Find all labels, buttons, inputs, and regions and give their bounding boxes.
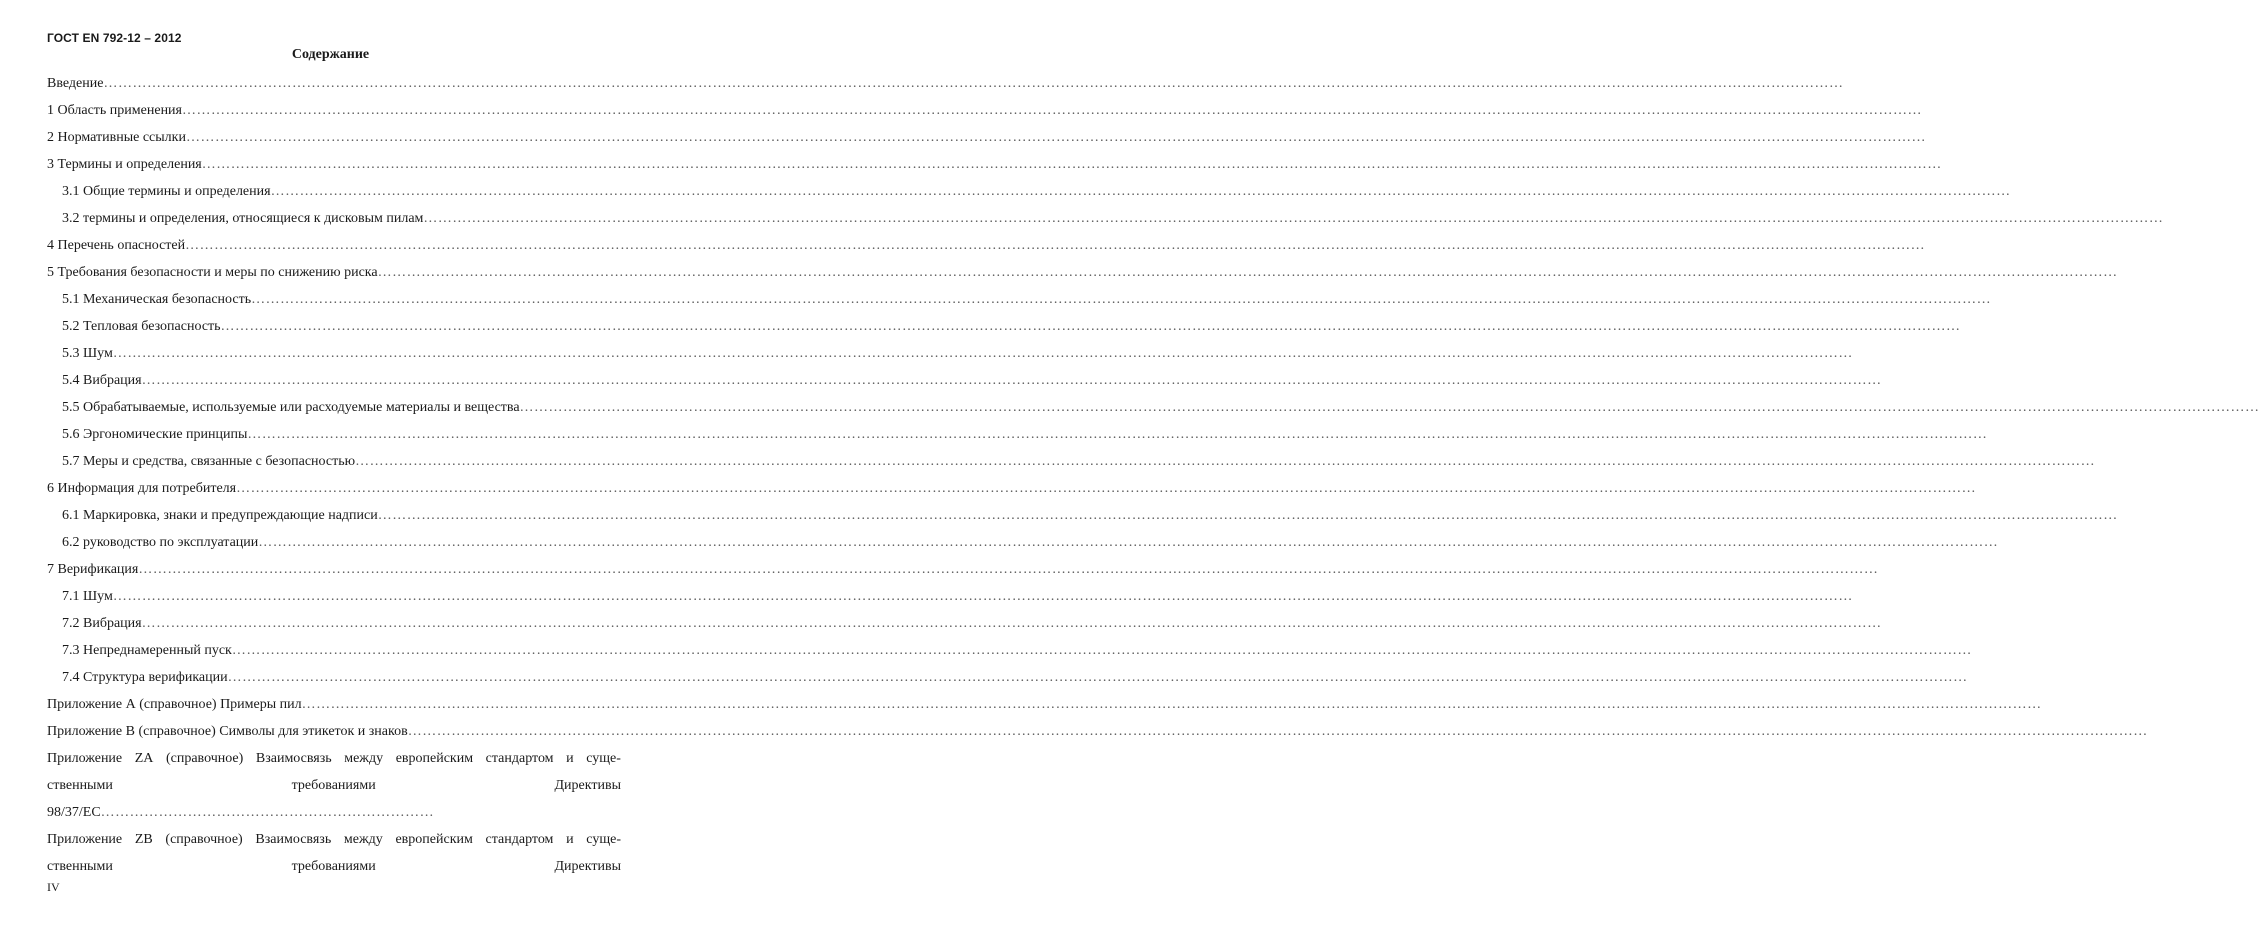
toc-entry-label: 2 Нормативные ссылки (47, 130, 186, 145)
toc-entry (47, 556, 1879, 583)
leader-dots: ……………………………………………………………………………………………………………………………………………………………………………………………………………………………………………………………………………………………………………………………… (138, 562, 1879, 577)
toc-entry (47, 313, 1961, 340)
leader-dots: ……………………………………………………………………………………………………………………………………………………………………………………………………………………………………………………………………………………………………………………………… (103, 76, 1844, 91)
toc-entry-label: 5.1 Механическая безопасность (62, 292, 252, 307)
leader-dots: ……………………………………………………………………………………………………………………………………………………………………………………………………………………………………………………………………………………………………………………………… (258, 535, 1999, 550)
toc-entry-label: 7.2 Вибрация (62, 616, 142, 631)
leader-dots: ……………………………………………………………………………………………………………………………………………………………………………………………………………………………………………………………………………………………………………………………… (141, 616, 1882, 631)
toc-entry-label: 98/37/ЕС (47, 805, 101, 820)
annex-word: европейским (395, 751, 474, 766)
leader-dots: ……………………………………………………………………………………………………………………………………………………………………………………………………………………………………………………………………………………………………………………………… (112, 589, 1853, 604)
annex-word: между (343, 832, 383, 847)
annex-zb-line-1 (47, 826, 621, 853)
annex-word: ственными (47, 778, 113, 793)
toc-entry-label: 6.1 Маркировка, знаки и предупреждающие надписи (62, 508, 378, 523)
leader-dots: ……………………………………………………………………………………………………………………………………………………………………………………………………………………………………………………………………………………………………………………………… (423, 211, 2164, 226)
annex-word: между (344, 751, 384, 766)
toc-entry (47, 205, 2164, 232)
toc-entry (47, 502, 2118, 529)
annex-word: Директивы (554, 778, 621, 793)
leader-dots: ……………………………………………………………………………………………………………………………………………………………………………………………………………………………………………………………………………………………………………………………… (227, 670, 1968, 685)
leader-dots: ……………………………………………………………………………………………………………………………………………………………………………………………………………………………………………………………………………………………………………………………… (355, 454, 2096, 469)
toc-entry (47, 475, 1977, 502)
toc-entry (47, 529, 1999, 556)
toc-entry (47, 718, 2148, 745)
toc-entry (47, 637, 1972, 664)
toc-entry-label: 3.1 Общие термины и определения (62, 184, 271, 199)
annex-word: (справочное) (165, 751, 244, 766)
toc-entry (47, 340, 1853, 367)
toc-entry-label: 6 Информация для потребителя (47, 481, 237, 496)
annex-word: ственными (47, 859, 113, 874)
table-of-contents (47, 70, 2260, 880)
toc-entry-label: 7.3 Непреднамеренный пуск (62, 643, 232, 658)
toc-entry (47, 664, 1968, 691)
toc-entry-annex-za (47, 745, 621, 826)
toc-entry-label: 5.6 Эргономические принципы (62, 427, 248, 442)
toc-entry (47, 421, 1988, 448)
annex-word: европейским (395, 832, 473, 847)
toc-entry-label: 5.3 Шум (62, 346, 113, 361)
annex-za-line-3 (47, 799, 621, 826)
annex-word: Взаимосвязь (255, 751, 332, 766)
toc-entry (47, 367, 1882, 394)
toc-entry (47, 583, 1853, 610)
leader-dots: ……………………………………………………………………………………………………………………………………………………………………………………………………………………………………………………………………………………………………………………………… (236, 481, 1977, 496)
annex-word: стандартом (485, 832, 554, 847)
toc-entry (47, 124, 1926, 151)
annex-word: (справочное) (165, 832, 243, 847)
toc-entry-label: 5.7 Меры и средства, связанные с безопасностью (62, 454, 356, 469)
toc-entry (47, 394, 2260, 421)
annex-zb-line-2 (47, 853, 621, 880)
leader-dots: ……………………………………………………………………………………………………………………………………………………………………………………………………………………………………………………………………………………………………………………………… (141, 373, 1882, 388)
annex-word: требованиями (291, 778, 376, 793)
leader-dots: ……………………………………………………………………………………………………………………………………………………………………………………………………………………………………………………………………………………………………………………………… (201, 157, 1942, 172)
annex-word: и (566, 832, 574, 847)
leader-dots: ……………………………………………………………………………………………………………………………………………………………………………………………………………………………………………………………………………………………………………………………… (377, 508, 2118, 523)
annex-word: суще- (586, 832, 621, 847)
leader-dots: ……………………………………………………………………………………………………………………………………………………………………………………………………………………………………………………………………………………………………………………………… (270, 184, 2011, 199)
leader-dots: ……………………………………………………………………………………………………………………………………………………………………………………………………………………………………………………………………………………………………………………………… (182, 103, 1922, 118)
toc-entry-label: 3 Термины и определения (47, 157, 202, 172)
toc-entry (47, 286, 1992, 313)
toc-entry-annex-zb (47, 826, 621, 880)
toc-entry-label: 5.2 Тепловая безопасность (62, 319, 221, 334)
annex-za-line-1 (47, 745, 621, 772)
toc-entry-label: 6.2 руководство по эксплуатации (62, 535, 259, 550)
toc-entry (47, 70, 1844, 97)
leader-dots: ……………………………………………………………………………………………………………………………………………………………………………………………………………………………………………………………………………………………………………………………… (251, 292, 1992, 307)
toc-entry-label: 7.1 Шум (62, 589, 113, 604)
annex-word: Взаимосвязь (255, 832, 332, 847)
page-number: IV (47, 880, 60, 894)
leader-dots: ……………………………………………………………………………………………………………………………………………………………………………………………………………………………………………………………………………………………………………………………… (185, 238, 1926, 253)
annex-word: и (566, 751, 574, 766)
leader-dots: ……………………………………………………………………………………………………………………………………………………………………………………………………………………………………………………………………………………………………………………………… (112, 346, 1853, 361)
leader-dots: ……………………………………………………………………………………………………………………………………………………………………………………………………………………………………………………………………………………………………………………………… (185, 130, 1926, 145)
toc-entry-label: Введение (47, 76, 104, 91)
leader-dots: ……………………………………………………………………………………………………………………………………………………………………………………………………………………………………………………………………………………………………………………………… (407, 724, 2148, 739)
toc-entry-label: 4 Перечень опасностей (47, 238, 186, 253)
toc-entry-label: 3.2 термины и определения, относящиеся к дисковым пилам (62, 211, 424, 226)
toc-entry-label: 5.5 Обрабатываемые, используемые или расходуемые материалы и вещества (62, 400, 520, 415)
toc-entry (47, 610, 1882, 637)
annex-word: Приложение (47, 751, 123, 766)
annex-za-line-2 (47, 772, 621, 799)
leader-dots: ……………………………………………………………………………………………………………………………………………………………………………………………………………………………………………………………………………………………………………………………… (247, 427, 1988, 442)
leader-dots: ……………………………………………………………………………………………………………………………………………………………………………………………………………………………………………………………………………………………………………………………… (301, 697, 2042, 712)
annex-word: суще- (586, 751, 621, 766)
toc-list (47, 70, 2260, 745)
annex-word: ZB (134, 832, 153, 847)
leader-dots: ……………………………………………………………………………………………………………………………………………………………………………………………………………………………………………………………………………………………………………………………… (377, 265, 2118, 280)
toc-entry-label: 5 Требования безопасности и меры по снижению риска (47, 265, 378, 280)
toc-entry (47, 97, 1922, 124)
toc-entry (47, 178, 2011, 205)
annex-word: требованиями (291, 859, 376, 874)
leader-dots: ……………………………………………………………………………………………………………………………………………………………………………………………………………………………………………………………………………………………………………………………… (220, 319, 1961, 334)
toc-entry-label: 1 Область применения (47, 103, 182, 118)
toc-entry (47, 232, 1926, 259)
leader-dots: ……………………………………………………………………………………………………………………………………………………………………………………………………………………………………………………………………………………………………………………………… (519, 400, 2260, 415)
toc-entry-label: 5.4 Вибрация (62, 373, 142, 388)
toc-entry (47, 691, 2042, 718)
toc-entry (47, 259, 2118, 286)
leader-dots: …………………………………………………………… (100, 805, 435, 820)
annex-word: ZA (134, 751, 154, 766)
annex-word: стандартом (485, 751, 554, 766)
toc-entry-label: Приложение В (справочное) Символы для этикеток и знаков (47, 724, 408, 739)
toc-entry-label: 7.4 Структура верификации (62, 670, 228, 685)
annex-word: Директивы (554, 859, 621, 874)
leader-dots: ……………………………………………………………………………………………………………………………………………………………………………………………………………………………………………………………………………………………………………………………… (231, 643, 1972, 658)
toc-entry (47, 448, 2096, 475)
toc-entry (47, 151, 1942, 178)
annex-word: Приложение (47, 832, 123, 847)
toc-entry-label: Приложение А (справочное) Примеры пил (47, 697, 302, 712)
document-id: ГОСТ EN 792-12 – 2012 (47, 31, 182, 45)
toc-entry-label: 7 Верификация (47, 562, 139, 577)
page-title: Содержание (291, 47, 370, 62)
